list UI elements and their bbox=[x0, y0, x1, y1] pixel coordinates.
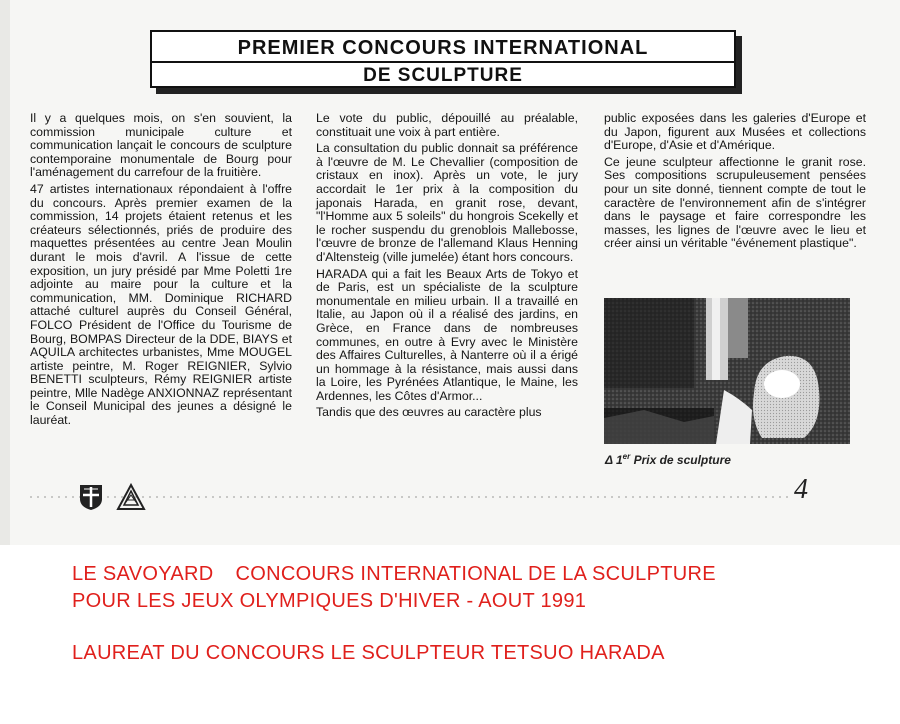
competition-title: CONCOURS INTERNATIONAL DE LA SCULPTURE bbox=[235, 563, 716, 585]
photo-caption bbox=[605, 452, 731, 467]
page-number: 4 bbox=[794, 474, 808, 505]
paragraph: 47 artistes internationaux répondaient à l'offre du concours. Après premier examen de la commission, 14 projets étaient retenus et les créateurs sélectionnés, priés de produire des maquettes présentées au centre Jean Moulin durant le mois d'avril. A l'issue de cette exposition, un jury présidé par Mme Poletti 1re adjointe au maire pour la culture et la communication, MM. Dominique RICHARD attaché culturel auprès du Conseil Général, FOLCO Président de l'Office du Tourisme de Bourg, BOMPAS Directeur de la DDE, BIAYS et AQUILA architectes urbanistes, Mme MOUGEL artiste peintre, M. Roger REIGNIER, Sylvio BENETTI sculpteurs, Rémy REIGNIER artiste peintre, Mlle Nadège ANXIONNAZ représentant le Conseil Municipal des jeunes a désigné le lauréat. bbox=[30, 181, 292, 428]
paragraph: Tandis que des œuvres au caractère plus bbox=[316, 405, 542, 420]
triangle-logo-icon bbox=[116, 483, 146, 511]
caption-ordinal-suffix: er bbox=[622, 452, 631, 461]
sculpture-photo-image bbox=[604, 298, 850, 444]
city-crest-icon bbox=[78, 483, 104, 511]
paragraph: Le vote du public, dépouillé au préalable, constituait une voix à part entière. bbox=[316, 111, 578, 139]
paragraph: HARADA qui a fait les Beaux Arts de Tokyo et de Paris, est un spécialiste de la sculpture monumentale en milieu urbain. Il a travaillé en Italie, au Japon où il a réalisé des jardins, en Grèce, en France dans de nombreuses communes, en outre à Evry avec le Ministère des Affaires Culturelles, à Nanterre où il a érigé un hommage à la résistance, mais aussi dans la Loire, les Pyrénées Atlantique, le Maine, les Ardennes, les Côtes d'Armor... bbox=[316, 266, 578, 403]
triangle-icon: Δ bbox=[605, 453, 613, 467]
article-masthead bbox=[150, 30, 742, 94]
sculpture-photo bbox=[604, 298, 850, 444]
paragraph: Il y a quelques mois, on s'en souvient, la commission municipale culture et communication lançait le concours de sculpture contemporaine monumentale de Bourg pour l'aménagement du carrefour de la fruitière. bbox=[30, 111, 292, 180]
paragraph: Ce jeune sculpteur affectionne le granit rose. Ses compositions scrupuleusement pensées pour un site donné, tiennent compte de tout le caractère de l'environnement afin de s'intégrer dans le paysage et faire correspondre les masses, les lignes de l'œuvre avec le lieu et créer ainsi un véritable "événement plastique". bbox=[604, 154, 866, 251]
caption-ordinal: 1 bbox=[615, 453, 623, 467]
paragraph: La consultation du public donnait sa préférence à l'œuvre de M. Le Chevallier (composition de cristaux en inox). Après un vote, le jury accordait le 1er prix à la composition du japonais Harada, en granit rose, devant, "l'Homme aux 5 soleils" du hongrois Scekelly et le rocher suspendu du grenoblois Mallebosse, l'œuvre de bronze de l'allemand Klaus Henning d'Altensteig (ville jumelée) étant hors concours. bbox=[316, 141, 578, 264]
headline-divider bbox=[152, 61, 734, 63]
masthead-box bbox=[150, 30, 736, 88]
headline-line-2: DE SCULPTURE bbox=[363, 65, 523, 86]
article-column-3 bbox=[604, 112, 866, 254]
article-column-2 bbox=[316, 112, 578, 423]
article-column-1 bbox=[30, 112, 292, 431]
footer-line-1 bbox=[72, 563, 716, 586]
caption-text: Prix de sculpture bbox=[633, 453, 731, 467]
headline-line-1: PREMIER CONCOURS INTERNATIONAL bbox=[237, 37, 649, 59]
footer-line-2: POUR LES JEUX OLYMPIQUES D'HIVER - AOUT 1991 bbox=[72, 590, 587, 612]
footer-line-3: LAUREAT DU CONCOURS LE SCULPTEUR TETSUO HARADA bbox=[72, 642, 665, 664]
paragraph: public exposées dans les galeries d'Europe et du Japon, figurent aux Musées et collections d'Europe, d'Asie et d'Amérique. bbox=[604, 111, 866, 153]
scan-edge bbox=[0, 0, 10, 545]
publication-name: LE SAVOYARD bbox=[72, 563, 214, 585]
